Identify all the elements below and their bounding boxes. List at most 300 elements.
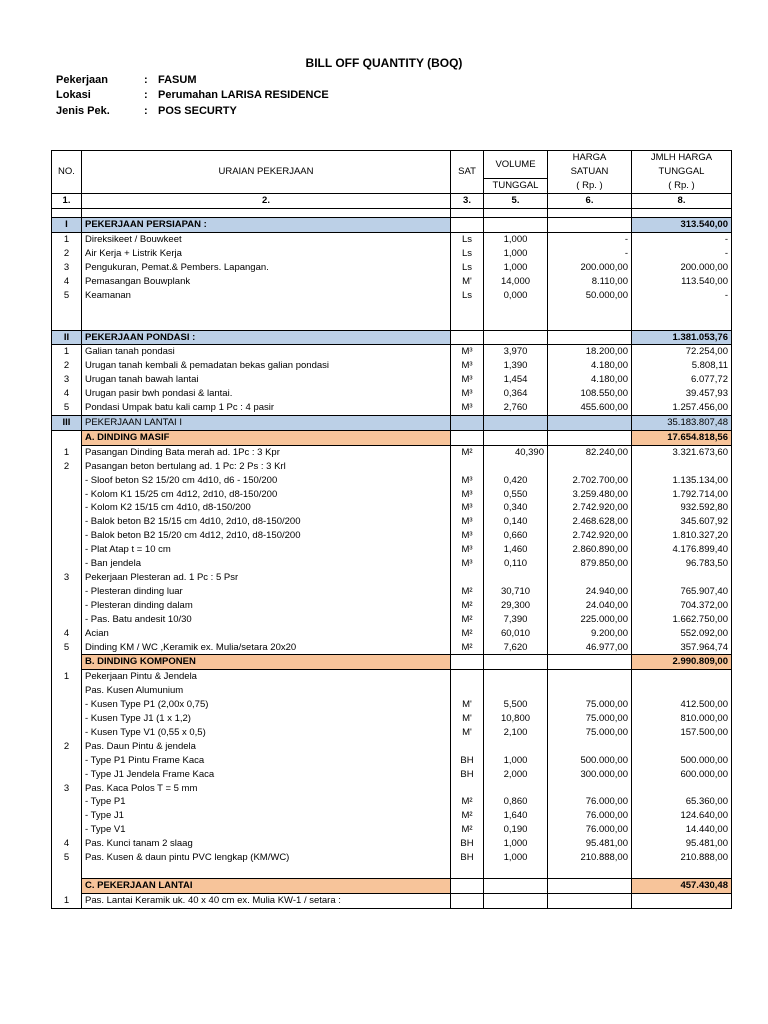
row-no: 1: [52, 345, 82, 359]
table-row: [52, 209, 732, 218]
row-unit: M²: [451, 627, 484, 641]
row-no: 3: [52, 782, 82, 796]
row-total: [632, 571, 732, 585]
row-unit-price: 95.481,00: [548, 837, 632, 851]
section-empty: [548, 879, 632, 894]
meta-label: Jenis Pek.: [56, 105, 110, 117]
row-unit-price: 75.000,00: [548, 698, 632, 712]
colnum-3: 3.: [451, 194, 484, 209]
table-row: [52, 726, 732, 740]
section-empty: [548, 416, 632, 431]
row-unit-price: -: [548, 247, 632, 261]
row-total: 552.092,00: [632, 627, 732, 641]
header-jmlh-1: JMLH HARGA: [632, 151, 732, 165]
table-row: [52, 837, 732, 851]
section-no: [52, 655, 82, 670]
row-description: - Plat Atap t = 10 cm: [82, 543, 451, 557]
row-total: 1.257.456,00: [632, 401, 732, 415]
row-total: 200.000,00: [632, 261, 732, 275]
row-unit: Ls: [451, 247, 484, 261]
section-empty: [548, 330, 632, 345]
section-no: III: [52, 416, 82, 431]
row-description: Dinding KM / WC ,Keramik ex. Mulia/setara 20x20: [82, 641, 451, 655]
row-unit: M³: [451, 557, 484, 571]
row-volume: 0,110: [484, 557, 548, 571]
row-description: - Sloof beton S2 15/20 cm 4d10, d6 - 150/200: [82, 474, 451, 488]
table-row: [52, 233, 732, 247]
row-volume: 1,390: [484, 359, 548, 373]
row-description: - Type J1: [82, 809, 451, 823]
row-unit: M': [451, 726, 484, 740]
row-no: 1: [52, 893, 82, 908]
section-total: 2.990.809,00: [632, 655, 732, 670]
row-description: - Kolom K1 15/25 cm 4d12, 2d10, d8-150/200: [82, 488, 451, 502]
row-total: [632, 670, 732, 684]
row-description: Acian: [82, 627, 451, 641]
table-row: [52, 501, 732, 515]
section-empty: [451, 218, 484, 233]
row-volume: 2,100: [484, 726, 548, 740]
row-no: [52, 557, 82, 571]
row-total: 1.135.134,00: [632, 474, 732, 488]
row-volume: 1,460: [484, 543, 548, 557]
section-empty: [484, 416, 548, 431]
row-unit-price: 2.468.628,00: [548, 515, 632, 529]
section-no: I: [52, 218, 82, 233]
row-description: Pekerjaan Pintu & Jendela: [82, 670, 451, 684]
row-unit: Ls: [451, 289, 484, 303]
row-total: 500.000,00: [632, 754, 732, 768]
row-unit-price: 879.850,00: [548, 557, 632, 571]
header-jmlh-2: TUNGGAL: [632, 165, 732, 179]
row-volume: 0,140: [484, 515, 548, 529]
row-unit: M²: [451, 613, 484, 627]
meta-value: Perumahan LARISA RESIDENCE: [158, 89, 329, 101]
row-description: Pasangan Dinding Bata merah ad. 1Pc : 3 Kpr: [82, 445, 451, 459]
row-total: 600.000,00: [632, 768, 732, 782]
page-title: BILL OFF QUANTITY (BOQ): [305, 56, 463, 70]
row-total: 113.540,00: [632, 275, 732, 289]
section-empty: [484, 330, 548, 345]
row-unit: BH: [451, 837, 484, 851]
row-unit: [451, 684, 484, 698]
row-unit-price: 2.702.700,00: [548, 474, 632, 488]
table-row: [52, 599, 732, 613]
table-row: [52, 401, 732, 415]
table-row: [52, 529, 732, 543]
row-volume: 1,640: [484, 809, 548, 823]
table-row: [52, 627, 732, 641]
meta-label: Pekerjaan: [56, 74, 108, 86]
row-no: [52, 488, 82, 502]
row-total: 124.640,00: [632, 809, 732, 823]
row-no: [52, 474, 82, 488]
meta-label: Lokasi: [56, 89, 91, 101]
section-no: [52, 430, 82, 445]
row-unit: M²: [451, 795, 484, 809]
row-unit-price: 200.000,00: [548, 261, 632, 275]
row-unit-price: 2.742.920,00: [548, 501, 632, 515]
colnum-2: 2.: [82, 194, 451, 209]
table-row: [52, 557, 732, 571]
row-description: Galian tanah pondasi: [82, 345, 451, 359]
row-description: - Balok beton B2 15/20 cm 4d12, 2d10, d8-150/200: [82, 529, 451, 543]
row-unit-price: 18.200,00: [548, 345, 632, 359]
section-empty: [548, 655, 632, 670]
table-row: [52, 684, 732, 698]
header-jmlh-3: ( Rp. ): [632, 179, 732, 194]
row-unit-price: 4.180,00: [548, 359, 632, 373]
row-unit: [451, 893, 484, 908]
table-row: [52, 515, 732, 529]
row-volume: [484, 782, 548, 796]
row-unit-price: 3.259.480,00: [548, 488, 632, 502]
section-empty: [484, 879, 548, 894]
row-unit: [451, 670, 484, 684]
row-unit: M³: [451, 515, 484, 529]
row-total: 1.792.714,00: [632, 488, 732, 502]
header-volume: VOLUME: [484, 151, 548, 179]
table-row: [52, 670, 732, 684]
row-volume: 0,340: [484, 501, 548, 515]
row-no: 5: [52, 851, 82, 865]
row-total: 412.500,00: [632, 698, 732, 712]
table-row: [52, 768, 732, 782]
table-row: [52, 754, 732, 768]
row-total: 5.808,11: [632, 359, 732, 373]
row-volume: 3,970: [484, 345, 548, 359]
row-unit-price: 76.000,00: [548, 795, 632, 809]
row-volume: 0,550: [484, 488, 548, 502]
row-description: Pas. Kusen Alumunium: [82, 684, 451, 698]
row-description: Air Kerja + Listrik Kerja: [82, 247, 451, 261]
row-no: 2: [52, 247, 82, 261]
row-description: Pemasangan Bouwplank: [82, 275, 451, 289]
row-volume: 1,000: [484, 837, 548, 851]
row-unit: M³: [451, 543, 484, 557]
row-description: Keamanan: [82, 289, 451, 303]
row-no: [52, 823, 82, 837]
table-row: [52, 740, 732, 754]
section-no: II: [52, 330, 82, 345]
row-description: - Type P1: [82, 795, 451, 809]
row-no: [52, 795, 82, 809]
row-unit: M³: [451, 529, 484, 543]
row-total: 96.783,50: [632, 557, 732, 571]
row-unit: M³: [451, 474, 484, 488]
section-row: [52, 430, 732, 445]
section-empty: [484, 655, 548, 670]
row-description: Pas. Kusen & daun pintu PVC lengkap (KM/WC): [82, 851, 451, 865]
section-empty: [548, 430, 632, 445]
row-volume: 60,010: [484, 627, 548, 641]
row-unit: BH: [451, 851, 484, 865]
row-unit: M²: [451, 585, 484, 599]
row-unit: Ls: [451, 233, 484, 247]
row-unit-price: [548, 670, 632, 684]
section-row: [52, 655, 732, 670]
row-total: 14.440,00: [632, 823, 732, 837]
row-unit-price: [548, 684, 632, 698]
row-total: 95.481,00: [632, 837, 732, 851]
row-total: 932.592,80: [632, 501, 732, 515]
colnum-5: 5.: [484, 194, 548, 209]
row-unit: M³: [451, 345, 484, 359]
section-title: C. PEKERJAAN LANTAI: [82, 879, 451, 894]
row-total: 210.888,00: [632, 851, 732, 865]
table-row: [52, 345, 732, 359]
row-unit-price: 210.888,00: [548, 851, 632, 865]
row-description: Pondasi Umpak batu kali camp 1 Pc : 4 pasir: [82, 401, 451, 415]
row-volume: 1,000: [484, 261, 548, 275]
row-no: [52, 529, 82, 543]
table-row: [52, 275, 732, 289]
row-no: [52, 754, 82, 768]
table-row: [52, 613, 732, 627]
row-unit-price: [548, 782, 632, 796]
section-row: [52, 416, 732, 431]
row-unit-price: 24.040,00: [548, 599, 632, 613]
row-total: -: [632, 233, 732, 247]
colnum-6: 6.: [548, 194, 632, 209]
row-total: 765.907,40: [632, 585, 732, 599]
row-volume: 2,760: [484, 401, 548, 415]
header-uraian: URAIAN PEKERJAAN: [82, 151, 451, 194]
header-harga-2: SATUAN: [548, 165, 632, 179]
table-row: [52, 809, 732, 823]
row-total: 357.964,74: [632, 641, 732, 655]
row-description: - Pas. Batu andesit 10/30: [82, 613, 451, 627]
section-empty: [548, 218, 632, 233]
row-total: [632, 782, 732, 796]
row-description: Urugan tanah bawah lantai: [82, 373, 451, 387]
row-description: Urugan pasir bwh pondasi & lantai.: [82, 387, 451, 401]
header-tunggal: TUNGGAL: [484, 179, 548, 194]
row-no: 5: [52, 289, 82, 303]
meta-jenis: Jenis Pek. : POS SECURTY: [56, 105, 237, 117]
row-volume: 1,000: [484, 754, 548, 768]
row-no: [52, 599, 82, 613]
row-no: [52, 543, 82, 557]
boq-table: [51, 150, 732, 909]
row-unit: M²: [451, 599, 484, 613]
row-no: [52, 515, 82, 529]
row-unit: M³: [451, 373, 484, 387]
row-total: 4.176.899,40: [632, 543, 732, 557]
header-no: NO.: [52, 151, 82, 194]
row-total: 345.607,92: [632, 515, 732, 529]
row-unit-price: -: [548, 233, 632, 247]
row-volume: 0,000: [484, 289, 548, 303]
row-no: [52, 809, 82, 823]
row-unit: [451, 740, 484, 754]
table-row: [52, 782, 732, 796]
row-description: Pekerjaan Plesteran ad. 1 Pc : 5 Psr: [82, 571, 451, 585]
row-volume: [484, 460, 548, 474]
row-description: - Kusen Type P1 (2,00x 0,75): [82, 698, 451, 712]
row-unit: M²: [451, 641, 484, 655]
row-total: [632, 684, 732, 698]
row-volume: [484, 893, 548, 908]
row-unit-price: 24.940,00: [548, 585, 632, 599]
row-unit: M³: [451, 488, 484, 502]
row-volume: [484, 571, 548, 585]
row-volume: 1,454: [484, 373, 548, 387]
row-description: Pas. Lantai Keramik uk. 40 x 40 cm ex. Mulia KW-1 / setara :: [82, 893, 451, 908]
row-unit: M²: [451, 445, 484, 459]
table-row: [52, 303, 732, 331]
row-no: 3: [52, 373, 82, 387]
table-row: [52, 373, 732, 387]
row-unit-price: 46.977,00: [548, 641, 632, 655]
row-no: 1: [52, 445, 82, 459]
row-total: 3.321.673,60: [632, 445, 732, 459]
row-no: [52, 501, 82, 515]
row-volume: 0,860: [484, 795, 548, 809]
row-no: 1: [52, 233, 82, 247]
row-unit-price: [548, 460, 632, 474]
row-description: Pasangan beton bertulang ad. 1 Pc: 2 Ps : 3 Krl: [82, 460, 451, 474]
row-volume: 30,710: [484, 585, 548, 599]
table-row: [52, 543, 732, 557]
row-description: - Kolom K2 15/15 cm 4d10, d8-150/200: [82, 501, 451, 515]
row-description: Pas. Kaca Polos T = 5 mm: [82, 782, 451, 796]
section-row: [52, 879, 732, 894]
row-description: - Type V1: [82, 823, 451, 837]
section-empty: [484, 218, 548, 233]
section-total: 457.430,48: [632, 879, 732, 894]
row-volume: 40,390: [484, 445, 548, 459]
row-unit-price: 2.742.920,00: [548, 529, 632, 543]
row-volume: [484, 670, 548, 684]
row-unit: [451, 782, 484, 796]
row-unit-price: 75.000,00: [548, 712, 632, 726]
row-description: Pengukuran, Pemat.& Pembers. Lapangan.: [82, 261, 451, 275]
table-row: [52, 488, 732, 502]
row-volume: 1,000: [484, 247, 548, 261]
table-row: [52, 261, 732, 275]
row-unit-price: 2.860.890,00: [548, 543, 632, 557]
table-row: [52, 474, 732, 488]
row-no: [52, 768, 82, 782]
table-row: [52, 893, 732, 908]
row-unit: M²: [451, 809, 484, 823]
section-empty: [451, 879, 484, 894]
table-row: [52, 585, 732, 599]
row-description: - Kusen Type V1 (0,55 x 0,5): [82, 726, 451, 740]
row-description: Urugan tanah kembali & pemadatan bekas galian pondasi: [82, 359, 451, 373]
row-total: [632, 460, 732, 474]
row-total: [632, 893, 732, 908]
table-row: [52, 698, 732, 712]
row-unit: M³: [451, 401, 484, 415]
row-unit-price: [548, 571, 632, 585]
row-unit: Ls: [451, 261, 484, 275]
row-no: 1: [52, 670, 82, 684]
row-unit-price: 50.000,00: [548, 289, 632, 303]
row-description: Pas. Kunci tanam 2 slaag: [82, 837, 451, 851]
row-no: [52, 726, 82, 740]
row-no: [52, 585, 82, 599]
colnum-8: 8.: [632, 194, 732, 209]
row-volume: 10,800: [484, 712, 548, 726]
section-empty: [484, 430, 548, 445]
section-empty: [451, 416, 484, 431]
row-total: [632, 740, 732, 754]
section-row: [52, 330, 732, 345]
row-unit-price: 9.200,00: [548, 627, 632, 641]
row-unit-price: 500.000,00: [548, 754, 632, 768]
row-description: Pas. Daun Pintu & jendela: [82, 740, 451, 754]
row-description: - Plesteran dinding dalam: [82, 599, 451, 613]
table-row: [52, 712, 732, 726]
row-volume: 0,420: [484, 474, 548, 488]
row-description: - Balok beton B2 15/15 cm 4d10, 2d10, d8-150/200: [82, 515, 451, 529]
section-title: PEKERJAAN LANTAI I: [82, 416, 451, 431]
row-unit: BH: [451, 768, 484, 782]
row-unit-price: [548, 740, 632, 754]
section-row: [52, 218, 732, 233]
row-no: 5: [52, 641, 82, 655]
meta-value: POS SECURTY: [158, 105, 237, 117]
row-no: [52, 613, 82, 627]
row-total: 810.000,00: [632, 712, 732, 726]
section-title: PEKERJAAN PONDASI :: [82, 330, 451, 345]
meta-value: FASUM: [158, 74, 197, 86]
row-no: 2: [52, 460, 82, 474]
row-unit-price: 4.180,00: [548, 373, 632, 387]
row-description: - Plesteran dinding luar: [82, 585, 451, 599]
row-no: 4: [52, 387, 82, 401]
row-volume: 7,620: [484, 641, 548, 655]
row-volume: [484, 740, 548, 754]
row-description: - Ban jendela: [82, 557, 451, 571]
row-total: 65.360,00: [632, 795, 732, 809]
row-total: -: [632, 289, 732, 303]
row-no: 5: [52, 401, 82, 415]
row-volume: [484, 684, 548, 698]
table-row: [52, 571, 732, 585]
row-unit-price: 225.000,00: [548, 613, 632, 627]
row-unit-price: [548, 893, 632, 908]
row-unit-price: 455.600,00: [548, 401, 632, 415]
row-unit-price: 82.240,00: [548, 445, 632, 459]
row-unit: BH: [451, 754, 484, 768]
row-no: 3: [52, 261, 82, 275]
header-harga-3: ( Rp. ): [548, 179, 632, 194]
row-volume: 14,000: [484, 275, 548, 289]
row-unit: [451, 571, 484, 585]
row-unit: M³: [451, 501, 484, 515]
row-unit-price: 300.000,00: [548, 768, 632, 782]
section-title: PEKERJAAN PERSIAPAN :: [82, 218, 451, 233]
row-volume: 0,364: [484, 387, 548, 401]
row-total: 704.372,00: [632, 599, 732, 613]
section-empty: [451, 430, 484, 445]
section-total: 17.654.818,56: [632, 430, 732, 445]
row-total: 72.254,00: [632, 345, 732, 359]
row-description: - Type P1 Pintu Frame Kaca: [82, 754, 451, 768]
row-total: 39.457,93: [632, 387, 732, 401]
colnum-1: 1.: [52, 194, 82, 209]
row-no: 3: [52, 571, 82, 585]
row-description: - Type J1 Jendela Frame Kaca: [82, 768, 451, 782]
header-sat: SAT: [451, 151, 484, 194]
table-row: [52, 289, 732, 303]
section-total: 313.540,00: [632, 218, 732, 233]
row-unit: M²: [451, 823, 484, 837]
row-unit: M': [451, 698, 484, 712]
